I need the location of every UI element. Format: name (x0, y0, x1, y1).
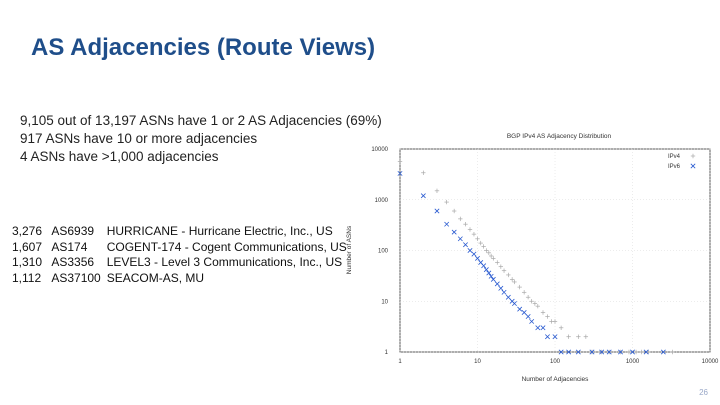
adjacency-count: 1,310 (12, 255, 43, 269)
legend-marker-ipv4 (691, 154, 695, 158)
asn-number: AS37100 (51, 270, 101, 285)
data-point-ipv4 (484, 248, 488, 252)
data-point-ipv4 (576, 335, 580, 339)
data-point-ipv6 (421, 194, 425, 198)
asn-name: COGENT-174 - Cogent Communications, US (106, 239, 347, 254)
series-ipv4 (398, 159, 675, 354)
series-ipv6 (398, 171, 666, 354)
legend-marker-ipv6 (691, 164, 695, 168)
asn-number: AS6939 (51, 224, 95, 238)
data-point-ipv6 (545, 335, 549, 339)
data-point-ipv4 (536, 304, 540, 308)
data-point-ipv4 (545, 314, 549, 318)
data-point-ipv6 (481, 264, 485, 268)
data-point-ipv4 (639, 350, 643, 354)
y-axis-label: Number of ASNs (346, 225, 353, 275)
asn-number: AS3356 (51, 255, 95, 269)
top-asn-row (12, 255, 347, 271)
data-point-ipv6 (529, 319, 533, 323)
tick-labels (371, 147, 719, 365)
legend-label-ipv4: IPv4 (668, 154, 681, 160)
data-point-ipv4 (458, 217, 462, 221)
data-point-ipv4 (468, 227, 472, 231)
top-asn-list (12, 224, 347, 286)
page-number: 26 (699, 388, 708, 397)
data-point-ipv6 (452, 230, 456, 234)
data-point-ipv4 (522, 290, 526, 294)
data-point-ipv6 (475, 256, 479, 260)
legend-label-ipv6: IPv6 (668, 164, 681, 170)
data-point-ipv4 (463, 222, 467, 226)
top-asn-row (12, 271, 347, 287)
data-point-ipv6 (495, 282, 499, 286)
data-point-ipv4 (566, 335, 570, 339)
data-point-ipv4 (512, 280, 516, 284)
data-point-ipv6 (499, 286, 503, 290)
asn-name: SEACOM-AS, MU (106, 270, 205, 285)
data-point-ipv4 (646, 350, 650, 354)
y-tick-label: 1000 (374, 197, 388, 204)
data-point-ipv4 (526, 295, 530, 299)
data-point-ipv4 (452, 209, 456, 213)
data-point-ipv4 (481, 244, 485, 248)
data-point-ipv6 (502, 290, 506, 294)
x-tick-label: 100 (549, 359, 561, 365)
data-point-ipv4 (506, 273, 510, 277)
stat-line: 917 ASNs have 10 or more adjacencies (20, 131, 258, 146)
data-point-ipv6 (489, 274, 493, 278)
data-point-ipv4 (475, 237, 479, 241)
top-asn-row (12, 240, 347, 256)
x-tick-label: 1 (398, 359, 402, 365)
data-point-ipv6 (444, 222, 448, 226)
data-point-ipv6 (526, 314, 530, 318)
y-tick-label: 1 (384, 350, 388, 356)
data-point-ipv4 (398, 159, 402, 163)
data-point-ipv4 (510, 277, 514, 281)
stats-list (20, 112, 382, 166)
data-point-ipv4 (529, 299, 533, 303)
data-point-ipv4 (472, 232, 476, 236)
data-point-ipv4 (670, 350, 674, 354)
data-point-ipv6 (458, 237, 462, 241)
x-tick-label: 10000 (701, 359, 719, 365)
data-point-ipv6 (487, 271, 491, 275)
y-tick-label: 10000 (371, 147, 388, 153)
data-point-ipv4 (479, 241, 483, 245)
data-point-ipv4 (421, 171, 425, 175)
adjacency-count: 3,276 (12, 224, 43, 238)
data-point-ipv6 (536, 326, 540, 330)
data-point-ipv6 (435, 209, 439, 213)
data-point-ipv6 (517, 307, 521, 311)
data-point-ipv4 (533, 301, 537, 305)
chart-title: BGP IPv4 AS Adjacency Distribution (506, 133, 612, 140)
data-point-ipv6 (541, 326, 545, 330)
legend (668, 154, 695, 170)
slide-title: AS Adjacencies (Route Views) (31, 34, 376, 61)
data-point-ipv6 (512, 301, 516, 305)
data-point-ipv4 (487, 251, 491, 255)
stat-line: 9,105 out of 13,197 ASNs have 1 or 2 AS Adjacencies (69%) (20, 113, 382, 128)
data-point-ipv6 (484, 267, 488, 271)
data-point-ipv4 (541, 310, 545, 314)
chart-svg (338, 128, 720, 393)
data-point-ipv4 (559, 326, 563, 330)
data-point-ipv4 (502, 268, 506, 272)
data-point-ipv6 (472, 252, 476, 256)
data-point-ipv4 (499, 264, 503, 268)
data-point-ipv6 (506, 295, 510, 299)
data-point-ipv4 (444, 200, 448, 204)
asn-name: HURRICANE - Hurricane Electric, Inc., US (106, 224, 333, 238)
top-asn-row (12, 224, 347, 240)
data-point-ipv6 (491, 277, 495, 281)
adjacency-distribution-chart (338, 128, 720, 393)
x-tick-label: 1000 (625, 359, 640, 365)
data-point-ipv4 (489, 254, 493, 258)
asn-name: LEVEL3 - Level 3 Communications, Inc., US (106, 255, 343, 269)
data-point-ipv4 (435, 189, 439, 193)
adjacency-count: 1,112 (12, 270, 42, 285)
y-tick-label: 100 (377, 248, 388, 255)
stat-line: 4 ASNs have >1,000 adjacencies (20, 149, 219, 164)
y-tick-label: 10 (381, 299, 388, 306)
data-point-ipv4 (517, 285, 521, 289)
data-point-ipv4 (553, 319, 557, 323)
asn-number: AS174 (51, 239, 88, 254)
x-tick-label: 10 (474, 359, 481, 365)
data-point-ipv4 (495, 260, 499, 264)
adjacency-count: 1,607 (12, 239, 43, 254)
data-point-ipv4 (491, 256, 495, 260)
data-point-ipv6 (468, 248, 472, 252)
data-point-ipv4 (584, 335, 588, 339)
data-point-ipv6 (463, 243, 467, 247)
x-axis-label: Number of Adjacencies (521, 376, 589, 383)
data-point-ipv6 (522, 310, 526, 314)
